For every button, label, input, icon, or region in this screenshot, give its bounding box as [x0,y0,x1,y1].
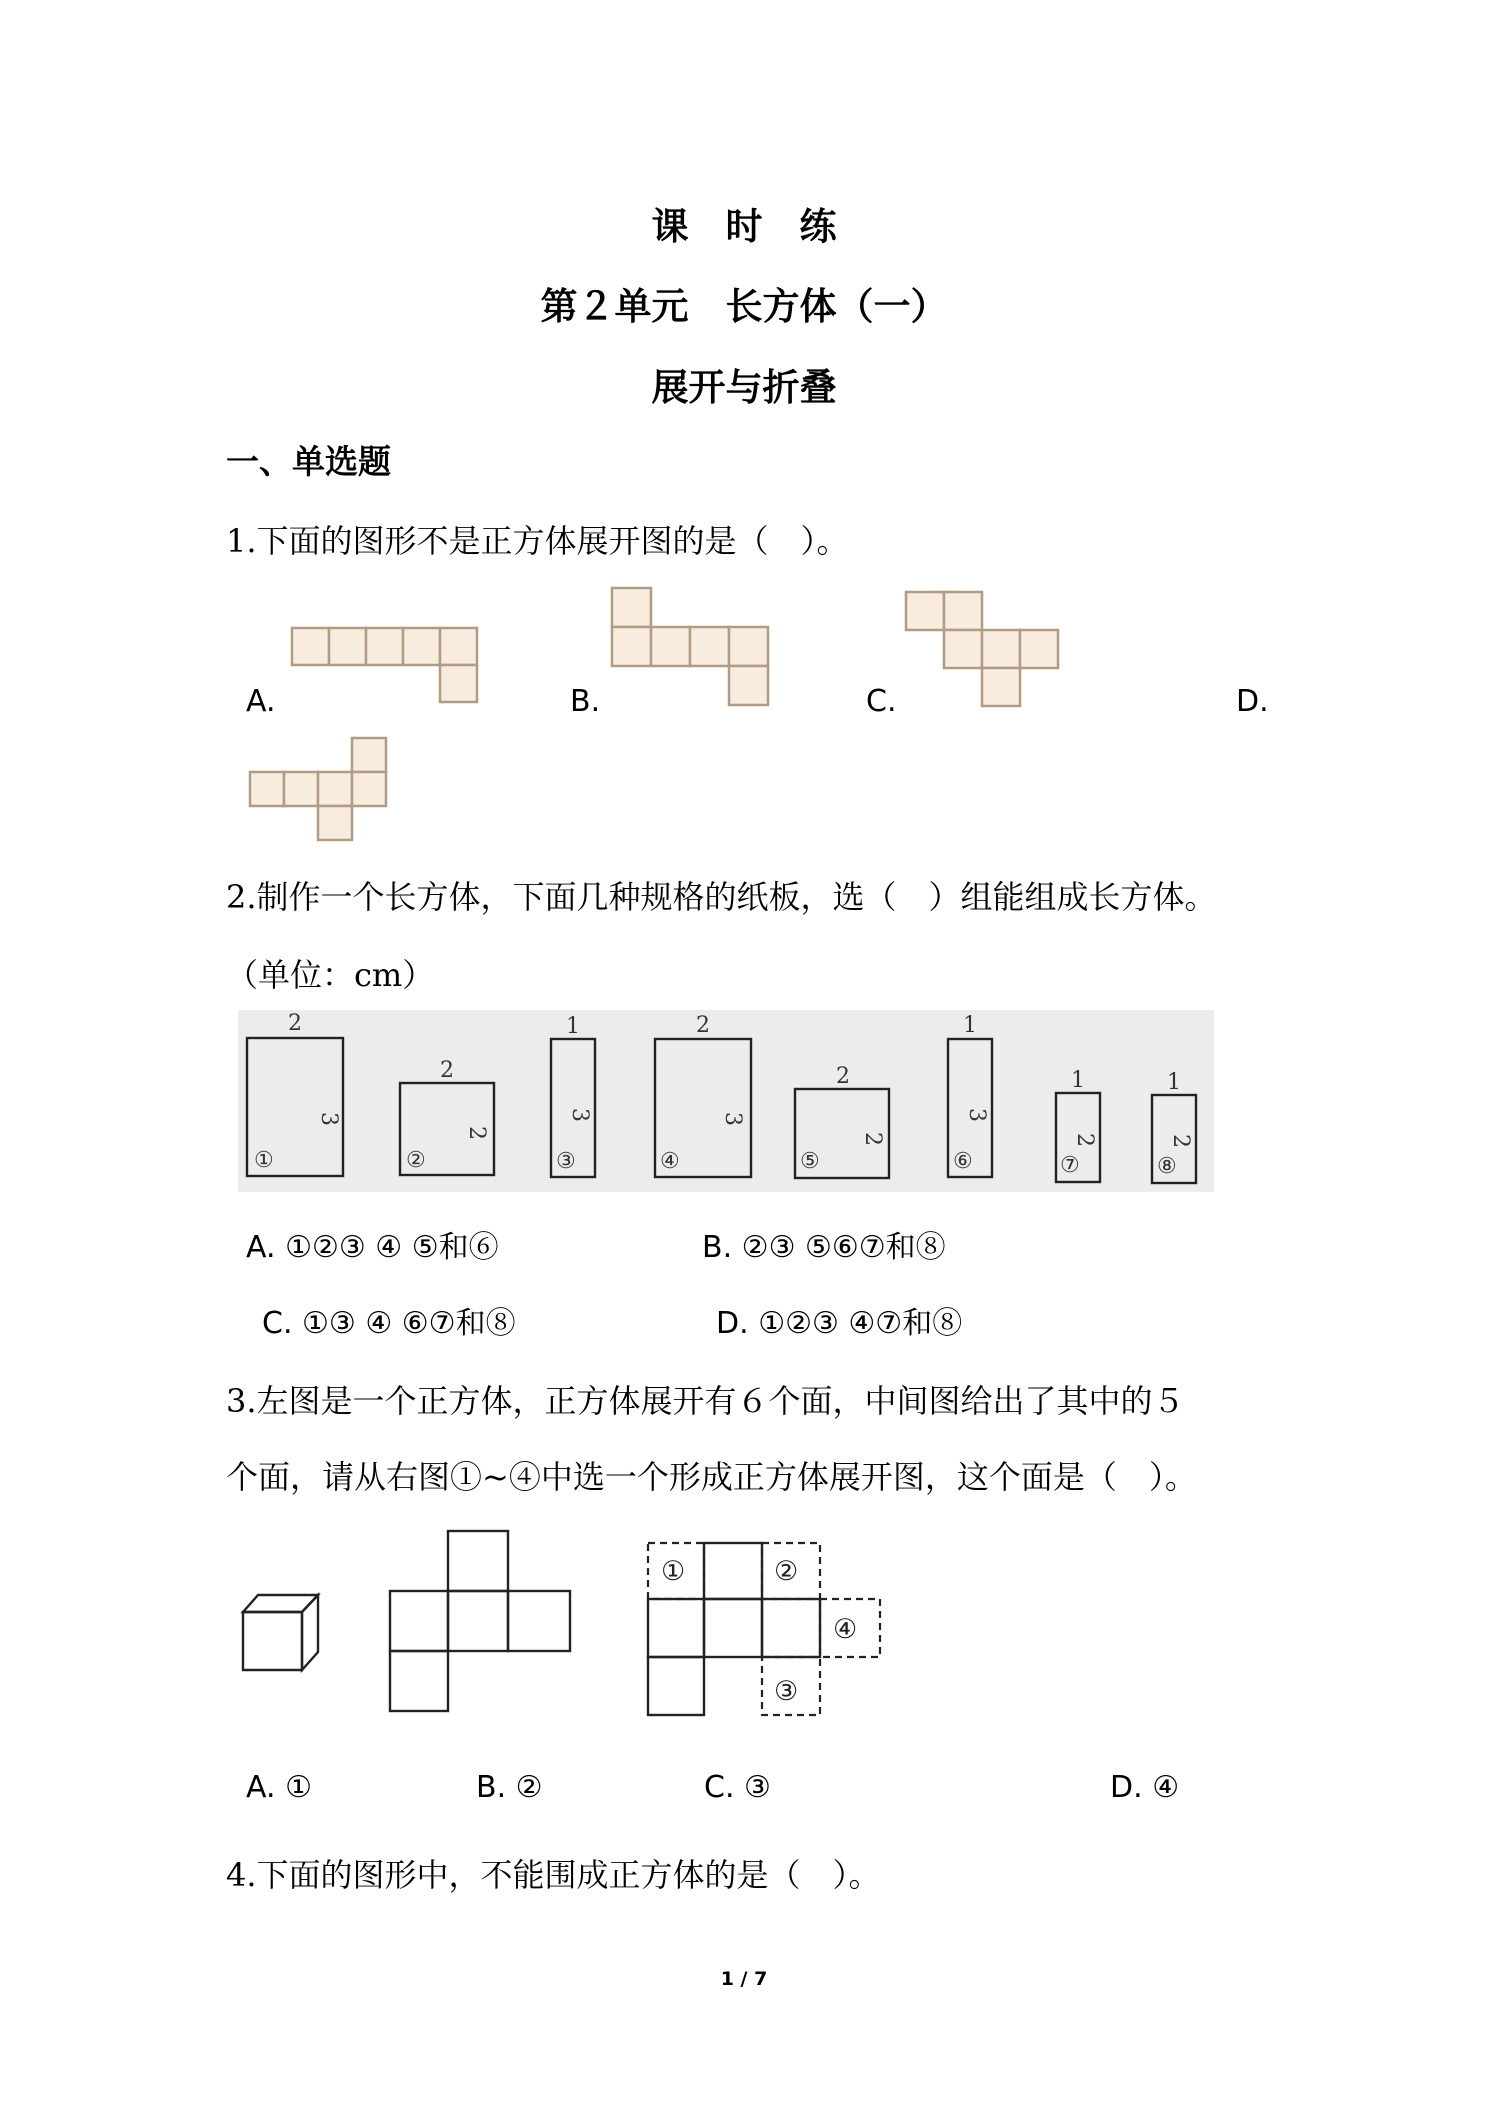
board-6-height: 3 [964,1108,989,1122]
board-8-id: ⑧ [1157,1154,1177,1179]
q2-stem-line1: 2.制作一个长方体，下面几种规格的纸板，选（ ）组能组成长方体。 [226,878,1217,916]
lesson-title: 展开与折叠 [651,365,837,409]
board-4-id: ④ [660,1149,680,1174]
unit-title: 第２单元 长方体（一） [540,284,948,328]
board-5-width: 2 [836,1064,850,1089]
candidate-3-label: ③ [774,1676,799,1707]
board-4-height: 3 [720,1112,745,1126]
q1-stem: 1.下面的图形不是正方体展开图的是（ ）。 [226,522,849,560]
q1-option-c-label[interactable]: C. [866,684,897,719]
board-2-width: 2 [440,1058,454,1083]
board-6-width: 1 [963,1013,977,1038]
board-1-width: 2 [288,1011,302,1036]
board-2-id: ② [406,1148,426,1173]
q4-stem: 4.下面的图形中，不能围成正方体的是（ ）。 [226,1856,881,1894]
candidate-1-label: ① [661,1556,686,1587]
q1-option-a-label[interactable]: A. [246,684,276,719]
q3-option-b[interactable]: B. ② [476,1770,543,1805]
q3-option-a[interactable]: A. ① [246,1770,312,1805]
section-title: 一、单选题 [226,442,391,481]
q2-option-d[interactable]: D. ①②③ ④⑦和⑧ [716,1306,963,1341]
board-7-id: ⑦ [1060,1153,1080,1178]
q1-option-d-label[interactable]: D. [1236,684,1269,719]
board-3-id: ③ [556,1149,576,1174]
worksheet-title: 课 时 练 [651,204,837,248]
q2-option-b[interactable]: B. ②③ ⑤⑥⑦和⑧ [702,1230,946,1265]
board-2-height: 2 [464,1126,489,1140]
board-1-id: ① [254,1148,274,1173]
candidate-4-label: ④ [833,1614,858,1645]
q2-option-c[interactable]: C. ①③ ④ ⑥⑦和⑧ [262,1306,516,1341]
board-5-height: 2 [860,1132,885,1146]
board-6-id: ⑥ [953,1149,973,1174]
q2-option-a[interactable]: A. ①②③ ④ ⑤和⑥ [246,1230,499,1265]
board-8-width: 1 [1167,1070,1181,1095]
board-5-id: ⑤ [800,1149,820,1174]
board-7-width: 1 [1071,1068,1085,1093]
q3-option-d[interactable]: D. ④ [1110,1770,1180,1805]
board-8-height: 2 [1168,1134,1193,1148]
board-3-height: 3 [567,1108,592,1122]
board-4-width: 2 [696,1013,710,1038]
page-number: 1 / 7 [720,1968,768,1990]
q3-option-c[interactable]: C. ③ [704,1770,771,1805]
board-3-width: 1 [566,1014,580,1039]
q2-stem-line2: （单位：cm） [226,956,435,994]
q1-option-b-label[interactable]: B. [570,684,601,719]
board-7-height: 2 [1072,1133,1097,1147]
candidate-2-label: ② [774,1556,799,1587]
q3-stem-line1: 3.左图是一个正方体，正方体展开有６个面，中间图给出了其中的５ [226,1382,1185,1420]
q3-stem-line2: 个面，请从右图①~④中选一个形成正方体展开图，这个面是（ ）。 [226,1458,1197,1496]
board-1-height: 3 [316,1112,341,1126]
